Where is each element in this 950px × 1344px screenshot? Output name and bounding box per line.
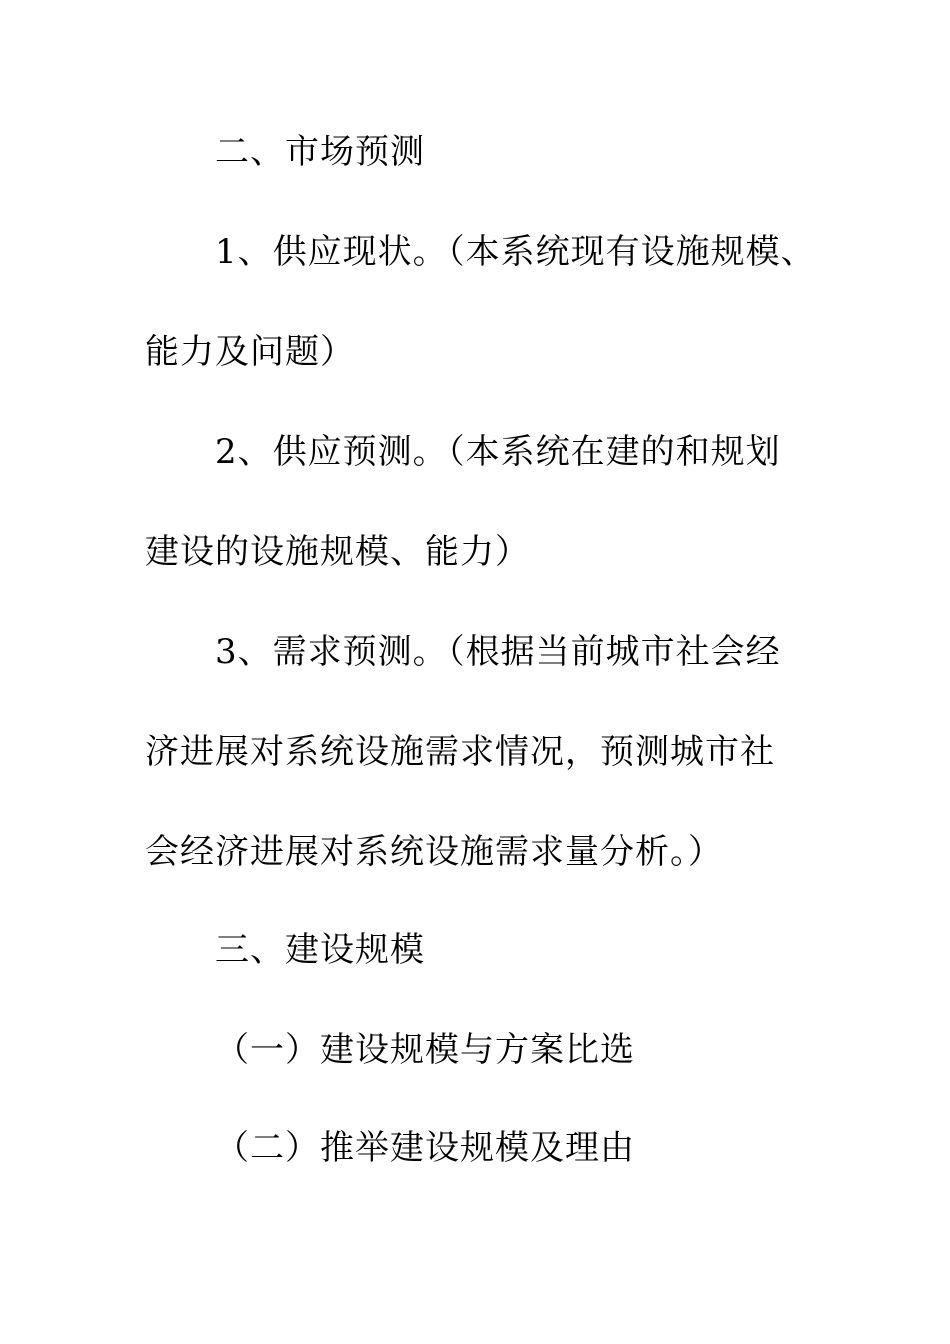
subsection-scale-and-plan-comparison: （一）建设规模与方案比选 <box>215 1030 635 1070</box>
paragraph-demand-forecast-continued-1: 济进展对系统设施需求情况，预测城市社 <box>145 732 775 772</box>
paragraph-supply-status-continued: 能力及问题） <box>145 332 355 372</box>
paragraph-demand-forecast-continued-2: 会经济进展对系统设施需求量分析。） <box>145 832 723 872</box>
section-heading-market-forecast: 二、市场预测 <box>215 132 425 172</box>
paragraph-supply-forecast-continued: 建设的设施规模、能力） <box>145 532 530 572</box>
paragraph-supply-forecast: 2、供应预测。（本系统在建的和规划 <box>215 432 781 472</box>
paragraph-supply-status: 1、供应现状。（本系统现有设施规模、 <box>215 232 816 272</box>
paragraph-demand-forecast: 3、需求预测。（根据当前城市社会经 <box>215 632 781 672</box>
subsection-recommended-scale-and-reasons: （二）推举建设规模及理由 <box>215 1128 635 1168</box>
section-heading-construction-scale: 三、建设规模 <box>215 930 425 970</box>
